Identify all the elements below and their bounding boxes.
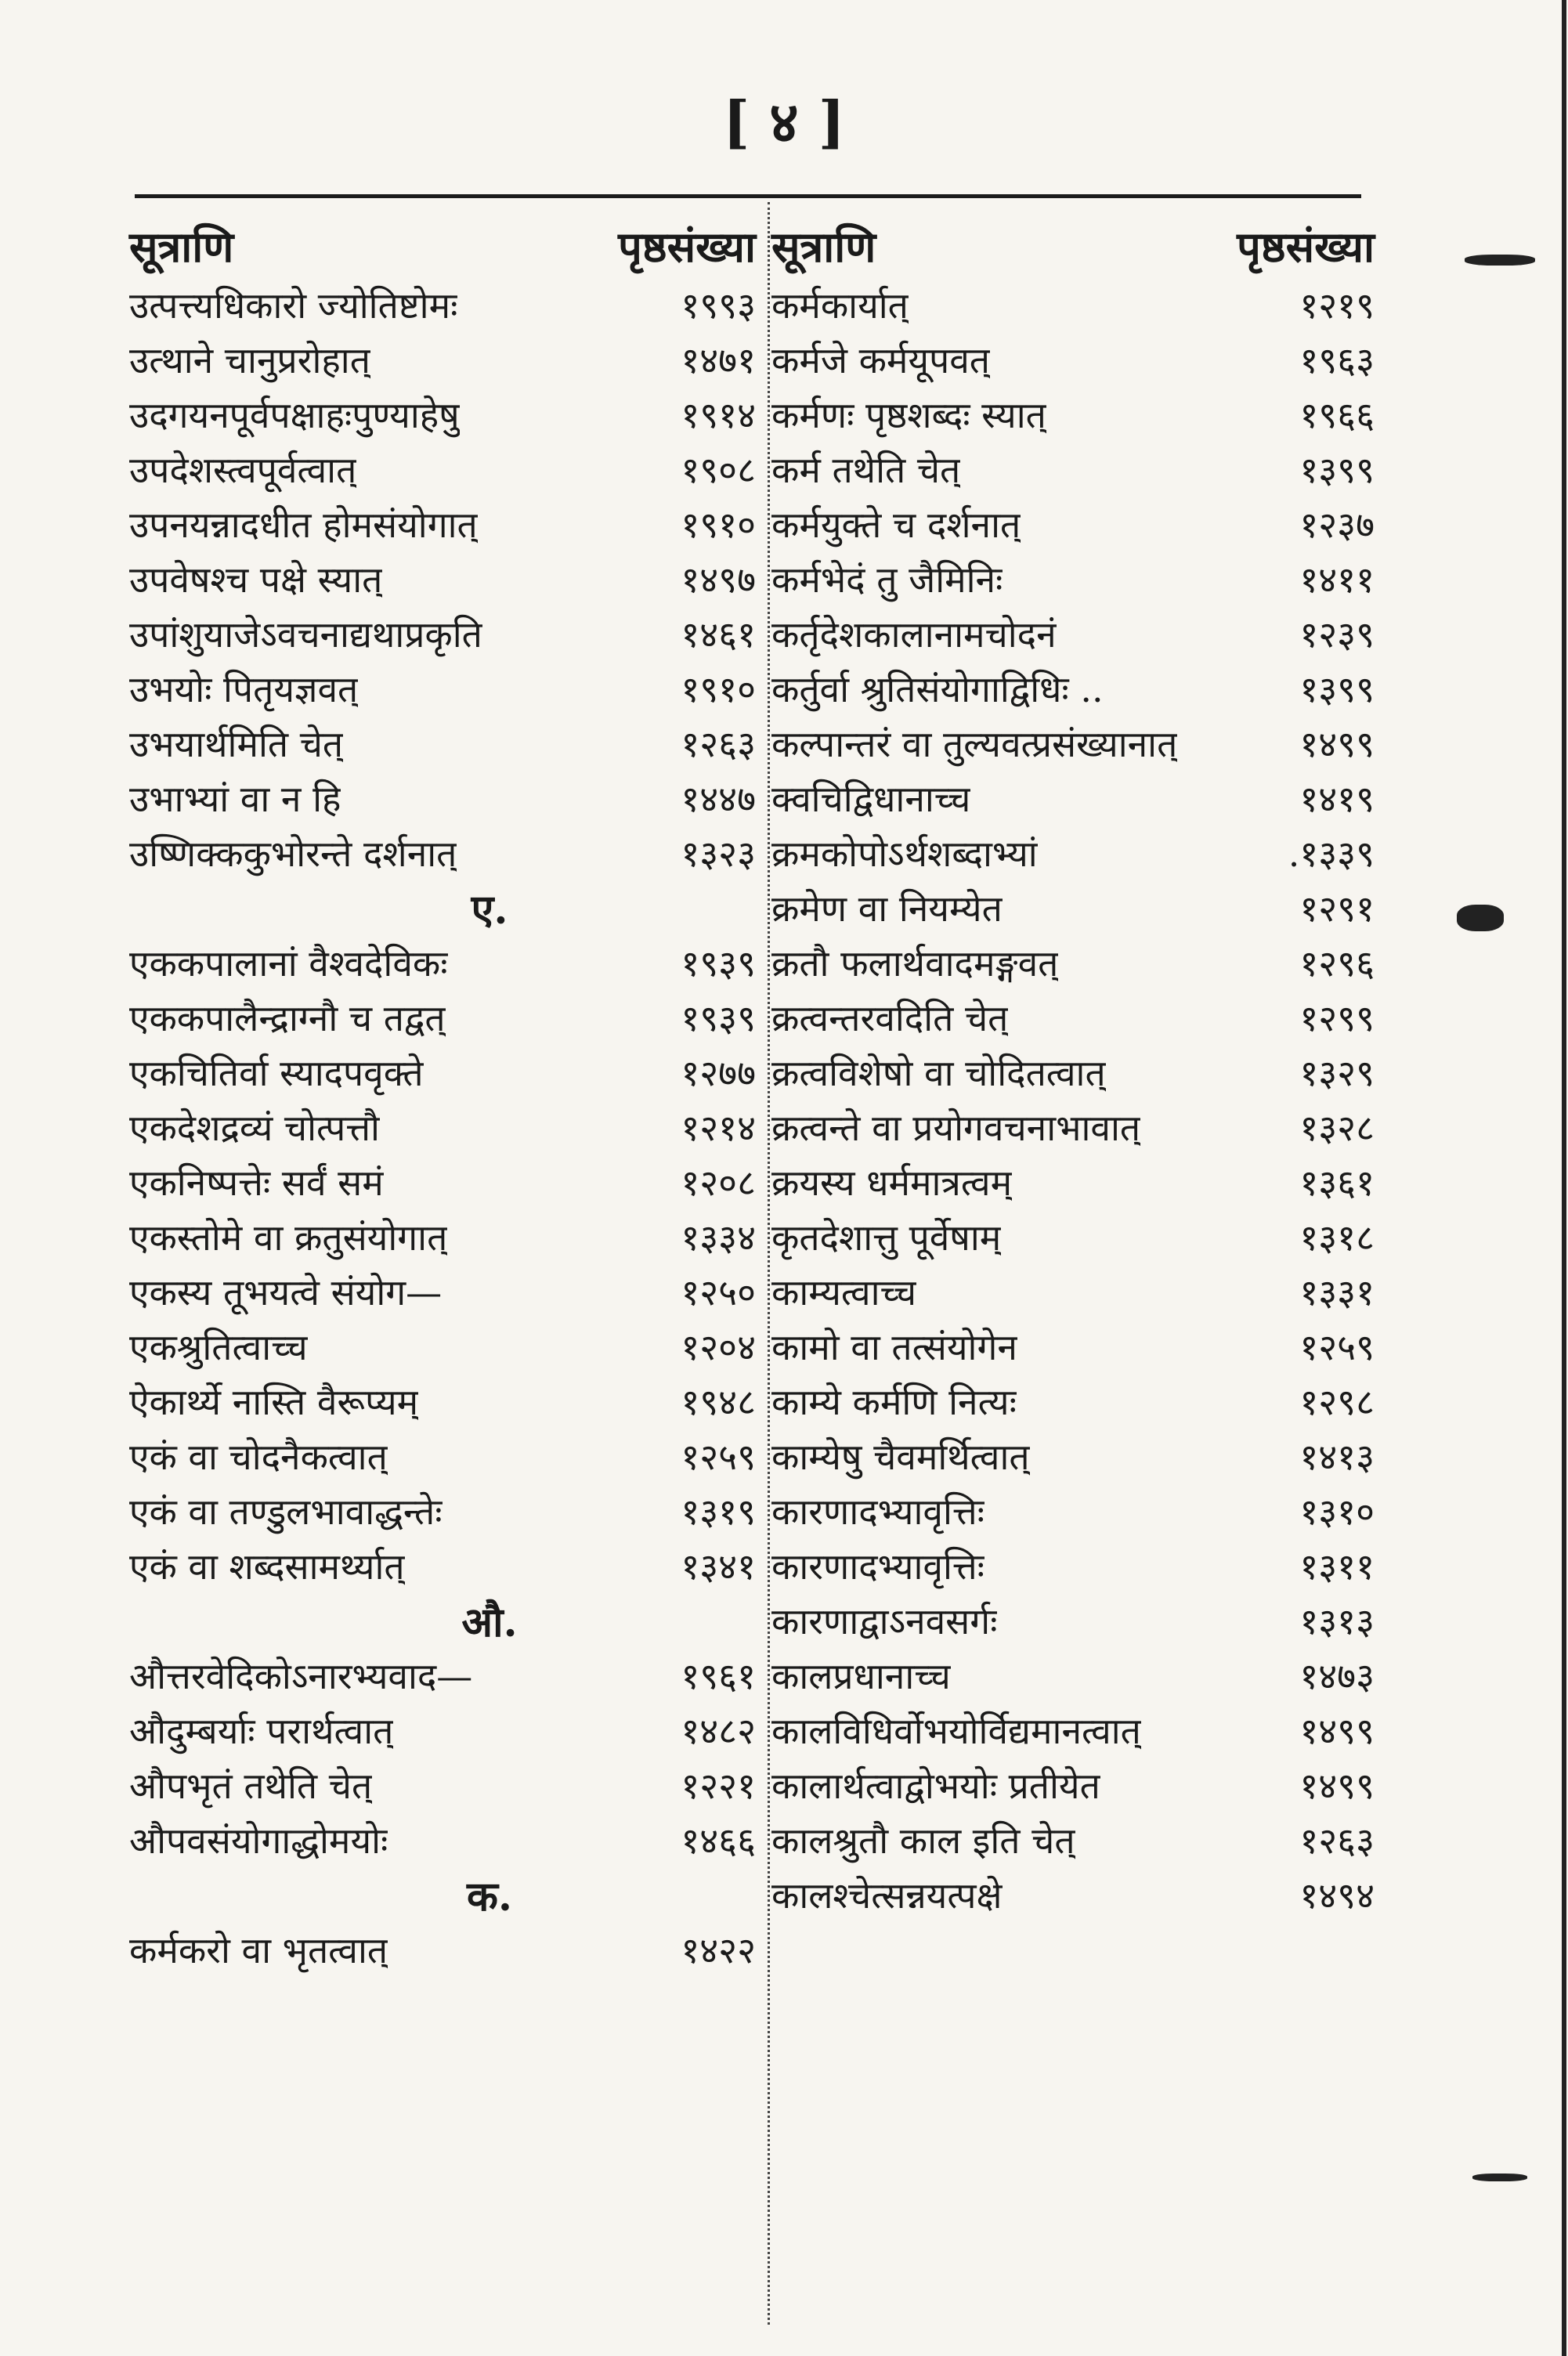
page-reference: १३९९ — [1299, 449, 1375, 491]
page-reference: १२०८ — [681, 1162, 756, 1204]
page-reference: १९६३ — [1299, 339, 1375, 381]
page-reference: १२५० — [681, 1271, 756, 1314]
index-entry — [771, 935, 1375, 990]
page-reference: १४११ — [1299, 558, 1375, 601]
sutra-text: उत्पत्त्यधिकारो ज्योतिष्टोमः — [129, 284, 458, 327]
page-reference: १२६३ — [681, 723, 756, 765]
sutra-text: उभाभ्यां वा न हि — [129, 778, 341, 820]
sutra-text: ऐकार्थ्ये नास्ति वैरूप्यम् — [129, 1381, 419, 1423]
sutra-text: उभयोः पितृयज्ञवत् — [129, 668, 359, 710]
page-reference: १९१० — [681, 668, 756, 710]
index-entry — [771, 1703, 1375, 1758]
section-letter — [129, 880, 756, 935]
index-entry — [771, 497, 1375, 551]
sutra-text: एकं वा शब्दसामर्थ्यात् — [129, 1545, 405, 1588]
page-reference: १२९८ — [1299, 1381, 1375, 1423]
index-entry — [129, 1429, 756, 1483]
sutra-text: काम्यत्वाच्च — [771, 1271, 917, 1314]
page-reference: १२६३ — [1299, 1819, 1375, 1862]
index-entry — [129, 387, 756, 442]
page-reference: १४९९ — [1299, 723, 1375, 765]
index-entry — [771, 277, 1375, 332]
sutra-text: क्रमकोपोऽर्थशब्दाभ्यां — [771, 833, 1038, 875]
sutra-text: कर्मणः पृष्ठशब्दः स्यात् — [771, 394, 1046, 436]
margin-ink-mark — [1457, 905, 1504, 931]
index-entry — [129, 1648, 756, 1703]
page-reference: १३९९ — [1299, 668, 1375, 710]
margin-ink-mark — [1465, 255, 1535, 266]
page-reference: १२०४ — [681, 1326, 756, 1368]
sutra-text: क्रयस्य धर्ममात्रत्वम् — [771, 1162, 1013, 1204]
index-entry — [129, 1209, 756, 1264]
page-reference: १२३९ — [1299, 613, 1375, 656]
page-reference: १२५९ — [1299, 1326, 1375, 1368]
sutra-text: कर्मजे कर्मयूपवत् — [771, 339, 991, 381]
page-reference: १३१० — [1299, 1491, 1375, 1533]
index-entry — [771, 771, 1375, 826]
right-entries — [771, 277, 1375, 1922]
index-entry — [771, 1045, 1375, 1100]
page-reference: १३६१ — [1299, 1162, 1375, 1204]
index-entry — [129, 332, 756, 387]
index-entry — [129, 1045, 756, 1100]
page-reference: १९९३ — [681, 284, 756, 327]
page-reference: १२५९ — [681, 1436, 756, 1478]
index-entry — [771, 826, 1375, 880]
sutra-text: कर्तुर्वा श्रुतिसंयोगाद्विधिः .. — [771, 668, 1104, 710]
sutra-text: एककपालैन्द्राग्नौ च तद्वत् — [129, 997, 446, 1039]
page-reference: १४४७ — [681, 778, 756, 820]
page-reference: .१३३९ — [1288, 833, 1375, 875]
index-entry — [771, 1264, 1375, 1319]
sutra-text: उभयार्थमिति चेत् — [129, 723, 344, 765]
sutra-text: औपवसंयोगाद्धोमयोः — [129, 1819, 388, 1862]
section-letter-label: क. — [466, 1872, 513, 1921]
page-reference: १२३७ — [1299, 504, 1375, 546]
page-reference: १९१४ — [681, 394, 756, 436]
sutra-text: कल्पान्तरं वा तुल्यवत्प्रसंख्यानात् — [771, 723, 1178, 765]
sutra-text: क्रत्वन्ते वा प्रयोगवचनाभावात् — [771, 1107, 1141, 1149]
sutra-text: कर्मयुक्ते च दर्शनात् — [771, 504, 1021, 546]
sutra-text: एकस्य तूभयत्वे संयोग— — [129, 1271, 443, 1314]
page-reference: १९३९ — [681, 942, 756, 985]
index-entry — [129, 1264, 756, 1319]
sutra-text: कर्मकार्यात् — [771, 284, 909, 327]
sutra-text: उपवेषश्च पक्षे स्यात् — [129, 558, 383, 601]
right-column-header — [771, 213, 1375, 277]
page-reference: १९०८ — [681, 449, 756, 491]
page-reference: १४२२ — [681, 1929, 756, 1971]
index-entry — [771, 661, 1375, 716]
index-entry — [129, 716, 756, 771]
index-entry — [129, 1155, 756, 1209]
index-entry — [129, 1319, 756, 1374]
sutra-text: एकचितिर्वा स्यादपवृक्ते — [129, 1052, 424, 1094]
index-entry — [129, 1758, 756, 1812]
page-reference: १३२९ — [1299, 1052, 1375, 1094]
section-letter — [129, 1867, 756, 1922]
sutra-text: उपदेशस्त्वपूर्वत्वात् — [129, 449, 357, 491]
page-reference: १३२८ — [1299, 1107, 1375, 1149]
sutra-header: सूत्राणि — [771, 222, 876, 272]
index-entry — [771, 1812, 1375, 1867]
index-entry — [771, 442, 1375, 497]
index-entry — [771, 716, 1375, 771]
page-reference: १४९४ — [1299, 1874, 1375, 1917]
sutra-text: उपनयन्नादधीत होमसंयोगात् — [129, 504, 478, 546]
index-entry — [771, 880, 1375, 935]
header-rule — [135, 194, 1361, 198]
section-letter-label: ए. — [471, 885, 508, 934]
right-column — [771, 213, 1375, 1922]
page-reference: १२७७ — [681, 1052, 756, 1094]
sutra-text: क्रत्वविशेषो वा चोदितत्वात् — [771, 1052, 1106, 1094]
sutra-text: कर्मभेदं तु जैमिनिः — [771, 558, 1003, 601]
sutra-text: एकं वा तण्डुलभावाद्धन्तेः — [129, 1491, 443, 1533]
index-entry — [771, 1593, 1375, 1648]
index-entry — [771, 1209, 1375, 1264]
index-entry — [129, 935, 756, 990]
page-count-header: पृष्ठसंख्या — [618, 222, 756, 272]
index-entry — [771, 387, 1375, 442]
page-reference: १३१३ — [1299, 1600, 1375, 1642]
left-column — [129, 213, 756, 1977]
sutra-text: कर्तृदेशकालानामचोदनं — [771, 613, 1057, 656]
sutra-text: कर्म तथेति चेत् — [771, 449, 961, 491]
sutra-text: कृतदेशात्तु पूर्वेषाम् — [771, 1216, 1002, 1259]
sutra-text: औत्तरवेदिकोऽनारभ्यवाद— — [129, 1655, 473, 1697]
page-reference: १४६६ — [681, 1819, 756, 1862]
page-reference: १३३१ — [1299, 1271, 1375, 1314]
sutra-text: काम्ये कर्मणि नित्यः — [771, 1381, 1017, 1423]
page-reference: १४१९ — [1299, 778, 1375, 820]
page-reference: १४८२ — [681, 1710, 756, 1752]
left-column-header — [129, 213, 756, 277]
index-entry — [129, 1483, 756, 1538]
sutra-text: एकदेशद्रव्यं चोत्पत्तौ — [129, 1107, 380, 1149]
page-reference: १३१८ — [1299, 1216, 1375, 1259]
index-entry — [129, 1922, 756, 1977]
sutra-text: उत्थाने चानुप्ररोहात् — [129, 339, 370, 381]
sutra-text: कालश्चेत्सन्नयत्पक्षे — [771, 1874, 1003, 1917]
sutra-text: काम्येषु चैवमर्थित्वात् — [771, 1436, 1030, 1478]
index-entry — [771, 1319, 1375, 1374]
left-entries — [129, 277, 756, 1977]
page-number: [ ४ ] — [723, 89, 845, 155]
index-entry — [771, 1483, 1375, 1538]
index-entry — [129, 277, 756, 332]
sutra-text: कालप्रधानाच्च — [771, 1655, 951, 1697]
page-reference: १९१० — [681, 504, 756, 546]
page-reference: १९६६ — [1299, 394, 1375, 436]
page-reference: १४७१ — [681, 339, 756, 381]
page-reference: १३१९ — [681, 1491, 756, 1533]
sutra-text: कालार्थत्वाद्वोभयोः प्रतीयेत — [771, 1765, 1100, 1807]
index-entry — [129, 990, 756, 1045]
index-entry — [771, 1155, 1375, 1209]
sutra-text: कारणादभ्यावृत्तिः — [771, 1491, 985, 1533]
index-entry — [771, 551, 1375, 606]
page-reference: १२१४ — [681, 1107, 756, 1149]
sutra-text: औदुम्बर्याः परार्थत्वात् — [129, 1710, 394, 1752]
index-entry — [129, 1374, 756, 1429]
index-entry — [771, 1538, 1375, 1593]
page-reference: १२२१ — [681, 1765, 756, 1807]
sutra-text: कारणाद्वाऽनवसर्गः — [771, 1600, 998, 1642]
sutra-text: उष्णिक्ककुभोरन्ते दर्शनात् — [129, 833, 457, 875]
page-reference: १९३९ — [681, 997, 756, 1039]
sutra-text: क्रमेण वा नियम्येत — [771, 887, 1003, 930]
index-entry — [129, 442, 756, 497]
page-reference: १२९१ — [1299, 887, 1375, 930]
index-entry — [771, 1429, 1375, 1483]
sutra-text: क्रतौ फलार्थवादमङ्गवत् — [771, 942, 1059, 985]
sutra-text: एकस्तोमे वा क्रतुसंयोगात् — [129, 1216, 448, 1259]
index-entry — [771, 1374, 1375, 1429]
sutra-text: कर्मकरो वा भृतत्वात् — [129, 1929, 388, 1971]
index-entry — [129, 1100, 756, 1155]
sutra-text: कालविधिर्वोभयोर्विद्यमानत्वात् — [771, 1710, 1141, 1752]
page-reference: १४६१ — [681, 613, 756, 656]
page-reference: १२९६ — [1299, 942, 1375, 985]
index-entry — [129, 497, 756, 551]
page-reference: १९४८ — [681, 1381, 756, 1423]
index-entry — [771, 1100, 1375, 1155]
page-count-header: पृष्ठसंख्या — [1237, 222, 1375, 272]
sutra-text: एकश्रुतित्वाच्च — [129, 1326, 308, 1368]
page-reference: १९६१ — [681, 1655, 756, 1697]
sutra-text: कामो वा तत्संयोगेन — [771, 1326, 1017, 1368]
page-reference: १४९९ — [1299, 1765, 1375, 1807]
page-reference: १४९७ — [681, 558, 756, 601]
sutra-text: एकनिष्पत्तेः सर्वं समं — [129, 1162, 384, 1204]
page-reference: १३३४ — [681, 1216, 756, 1259]
index-entry — [771, 1648, 1375, 1703]
index-entry — [129, 1812, 756, 1867]
index-entry — [771, 606, 1375, 661]
index-entry — [129, 661, 756, 716]
sutra-header: सूत्राणि — [129, 222, 234, 272]
sutra-text: कारणादभ्यावृत्तिः — [771, 1545, 985, 1588]
index-entry — [771, 332, 1375, 387]
sutra-text: उपांशुयाजेऽवचनाद्यथाप्रकृति — [129, 613, 482, 656]
index-entry — [771, 1867, 1375, 1922]
margin-ink-mark — [1472, 2174, 1527, 2181]
page-edge — [1562, 0, 1566, 2356]
sutra-text: एककपालानां वैश्वदेविकः — [129, 942, 448, 985]
index-entry — [129, 1703, 756, 1758]
sutra-text: क्वचिद्विधानाच्च — [771, 778, 971, 820]
sutra-text: औपभृतं तथेति चेत् — [129, 1765, 373, 1807]
index-entry — [771, 1758, 1375, 1812]
section-letter-label: औ. — [461, 1598, 518, 1646]
page-reference: १४१३ — [1299, 1436, 1375, 1478]
section-letter — [129, 1593, 756, 1648]
page-reference: १३११ — [1299, 1545, 1375, 1588]
page-reference: १३२३ — [681, 833, 756, 875]
page-reference: १३४१ — [681, 1545, 756, 1588]
sutra-text: क्रत्वन्तरवदिति चेत् — [771, 997, 1009, 1039]
index-entry — [129, 606, 756, 661]
index-entry — [129, 826, 756, 880]
page-reference: १२९९ — [1299, 997, 1375, 1039]
page-reference: १४९९ — [1299, 1710, 1375, 1752]
sutra-text: एकं वा चोदनैकत्वात् — [129, 1436, 388, 1478]
index-entry — [771, 990, 1375, 1045]
sutra-text: कालश्रुतौ काल इति चेत् — [771, 1819, 1075, 1862]
page-reference: १४७३ — [1299, 1655, 1375, 1697]
sutra-text: उदगयनपूर्वपक्षाहःपुण्याहेषु — [129, 394, 460, 436]
index-entry — [129, 771, 756, 826]
index-entry — [129, 551, 756, 606]
index-entry — [129, 1538, 756, 1593]
page-reference: १२१९ — [1299, 284, 1375, 327]
